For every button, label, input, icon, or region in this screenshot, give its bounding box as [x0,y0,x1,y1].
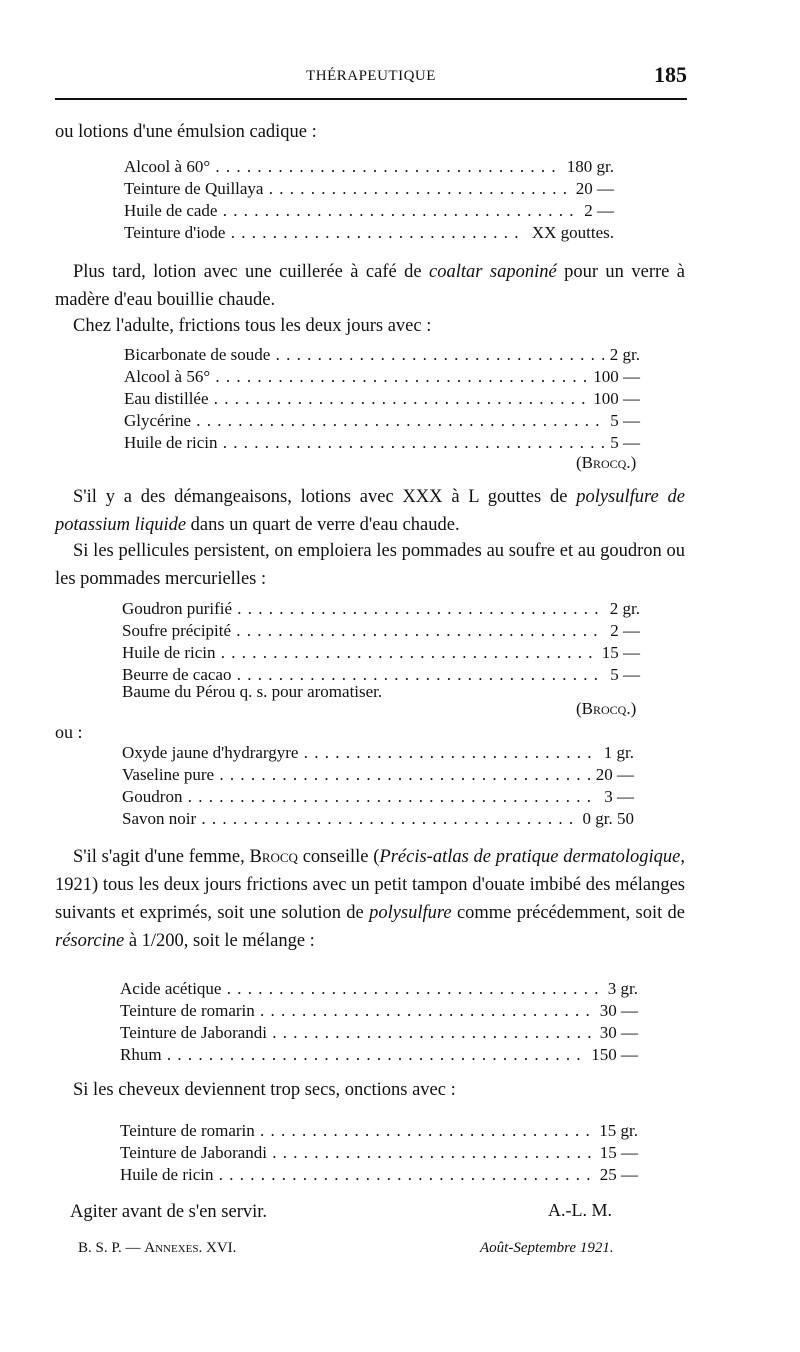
formula-row [120,1120,638,1142]
ingredient-name: Teinture de Jaborandi . . . [120,1142,594,1164]
ingredient-quantity: 100 — [593,389,640,408]
ingredient-quantity: 5 — [610,665,640,684]
formula-oxyde [122,742,634,830]
formula-row [124,410,640,432]
ingredient-quantity: 5 — [610,411,640,430]
ingredient-name: Teinture de romarin . . . [120,1000,594,1022]
ingredient-quantity: 15 — [599,1143,638,1162]
page-number: 185 [654,62,687,87]
ingredient-name: Beurre de cacao . . . [122,664,604,686]
ingredient-name: Teinture de Quillaya . . . [124,178,570,200]
author-name: Brocq [249,847,298,867]
formula-goudron [122,598,640,686]
paragraph-pellicules: Si les pellicules persistent, on emploiera les pommades au soufre et au goudron ou les pommades mercurielles : [55,541,685,589]
ingredient-name: Rhum . . . [120,1044,585,1066]
ingredient-name: Glycérine . . . [124,410,604,432]
text: .) [626,453,637,472]
formula-row [122,742,634,764]
ingredient-name: Acide acétique . . . [120,978,602,1000]
formula-onctions [120,1120,638,1186]
formula-acide-acetique [120,978,638,1066]
ingredient-name: Teinture de Jaborandi . . . [120,1022,594,1044]
formula-note: Baume du Pérou q. s. pour aromatiser. [122,682,383,701]
ingredient-quantity: 25 — [599,1165,638,1184]
text: Annexes [144,1240,199,1256]
formula-row [120,1044,638,1066]
ingredient-quantity: 30 — [599,1001,638,1020]
formula-row [122,786,634,808]
text: conseille ( [297,847,380,867]
text: Plus tard, lotion avec une cuillerée à café de [73,262,429,282]
ingredient-name: Alcool à 60° . . . [124,156,561,178]
italic-term: coaltar saponiné [429,262,557,282]
ingredient-quantity: 0 gr. 50 [582,809,634,828]
formula-row [122,764,634,786]
paragraph-coaltar [55,258,685,314]
ingredient-name: Huile de ricin . . . [120,1164,594,1186]
ingredient-quantity: 15 gr. [599,1121,638,1140]
ingredient-quantity: 3 gr. [607,979,638,998]
ingredient-quantity: 2 gr. [609,345,640,364]
text: dans un quart de verre d'eau chaude. [186,515,460,535]
closing-instruction: Agiter avant de s'en servir. [70,1202,268,1222]
ingredient-quantity: 1 gr. [603,743,634,762]
paragraph-adulte: Chez l'adulte, frictions tous les deux jours avec : [73,316,432,336]
intro-line: ou lotions d'une émulsion cadique : [55,122,317,142]
text: S'il s'agit d'une femme, [73,847,250,867]
ingredient-name: Bicarbonate de soude . . . [124,344,604,366]
text: .) [626,699,637,718]
paragraph-demangeaisons [55,483,685,539]
italic-term: résorcine [55,931,125,951]
ingredient-quantity: 5 — [610,433,640,452]
ingredient-quantity: 3 — [604,787,634,806]
italic-term: polysulfure [369,903,452,923]
ingredient-name: Teinture d'iode . . . [124,222,526,244]
formula-row [124,200,614,222]
text: , 1921) tous les deux jours frictions avec un petit tampon d'ouate imbibé des mélanges suivants et exprimés, soit une solution de [55,847,685,923]
formula-row [122,598,640,620]
ingredient-name: Oxyde jaune d'hydrargyre . . . [122,742,598,764]
ingredient-quantity: 180 gr. [566,157,614,176]
formula-row [120,1142,638,1164]
ingredient-name: Soufre précipité . . . [122,620,604,642]
ingredient-name: Savon noir . . . [122,808,577,830]
formula-row [124,432,640,454]
ingredient-quantity: 150 — [591,1045,638,1064]
formula-emulsion-cadique [124,156,614,244]
ingredient-quantity: 2 gr. [609,599,640,618]
formula-row [124,178,614,200]
ingredient-name: Teinture de romarin . . . [120,1120,593,1142]
ingredient-name: Eau distillée . . . [124,388,587,410]
ingredient-quantity: 2 — [610,621,640,640]
formula-row [124,222,614,244]
author-credit-brocq [576,699,636,719]
paragraph-cheveux: Si les cheveux deviennent trop secs, onctions avec : [73,1080,456,1100]
ingredient-name: Huile de ricin . . . [124,432,604,454]
formula-row [122,620,640,642]
paragraph-femme [55,843,685,955]
italic-term: polysulfure de potassium liquide [55,487,686,535]
ingredient-quantity: 15 — [601,643,640,662]
text: . XVI. [198,1240,237,1256]
author-name: Brocq [581,453,627,472]
formula-row [120,1164,638,1186]
text: comme précédemment, soit de [451,903,686,923]
formula-row [124,344,640,366]
text: S'il y a des démangeaisons, lotions avec XXX à L gouttes de [73,487,577,507]
formula-bicarbonate [124,344,640,454]
ingredient-name: Vaseline pure . . . [122,764,590,786]
ingredient-name: Huile de ricin . . . [122,642,596,664]
formula-row [124,366,640,388]
ou-label: ou : [55,722,83,742]
footer-right-date: Août-Septembre 1921. [480,1240,614,1256]
ingredient-quantity: 30 — [599,1023,638,1042]
text: pour un verre à madère d'eau bouillie chaude. [55,262,685,310]
running-title: THÉRAPEUTIQUE [306,68,436,84]
ingredient-quantity: 20 — [595,765,634,784]
ingredient-quantity: XX gouttes. [531,223,614,242]
ingredient-quantity: 100 — [593,367,640,386]
ingredient-quantity: 2 — [584,201,614,220]
formula-row [122,642,640,664]
ingredient-name: Goudron . . . [122,786,598,808]
formula-row [124,156,614,178]
ingredient-quantity: 20 — [575,179,614,198]
text: ( [576,699,582,718]
footer-left [78,1240,236,1257]
author-name: Brocq [581,699,627,718]
book-title: Précis-atlas de pratique dermatologique [379,847,681,867]
running-header [55,62,687,100]
formula-row [120,1022,638,1044]
formula-row [120,978,638,1000]
author-credit-brocq [576,453,636,473]
text: ( [576,453,582,472]
text: B. S. P. — [78,1240,145,1256]
formula-row [122,808,634,830]
ingredient-name: Alcool à 56° . . . [124,366,587,388]
signature: A.-L. M. [548,1200,612,1220]
text: à 1/200, soit le mélange : [124,931,315,951]
formula-row [124,388,640,410]
formula-row [120,1000,638,1022]
ingredient-name: Huile de cade . . . [124,200,578,222]
ingredient-name: Goudron purifié . . . [122,598,604,620]
